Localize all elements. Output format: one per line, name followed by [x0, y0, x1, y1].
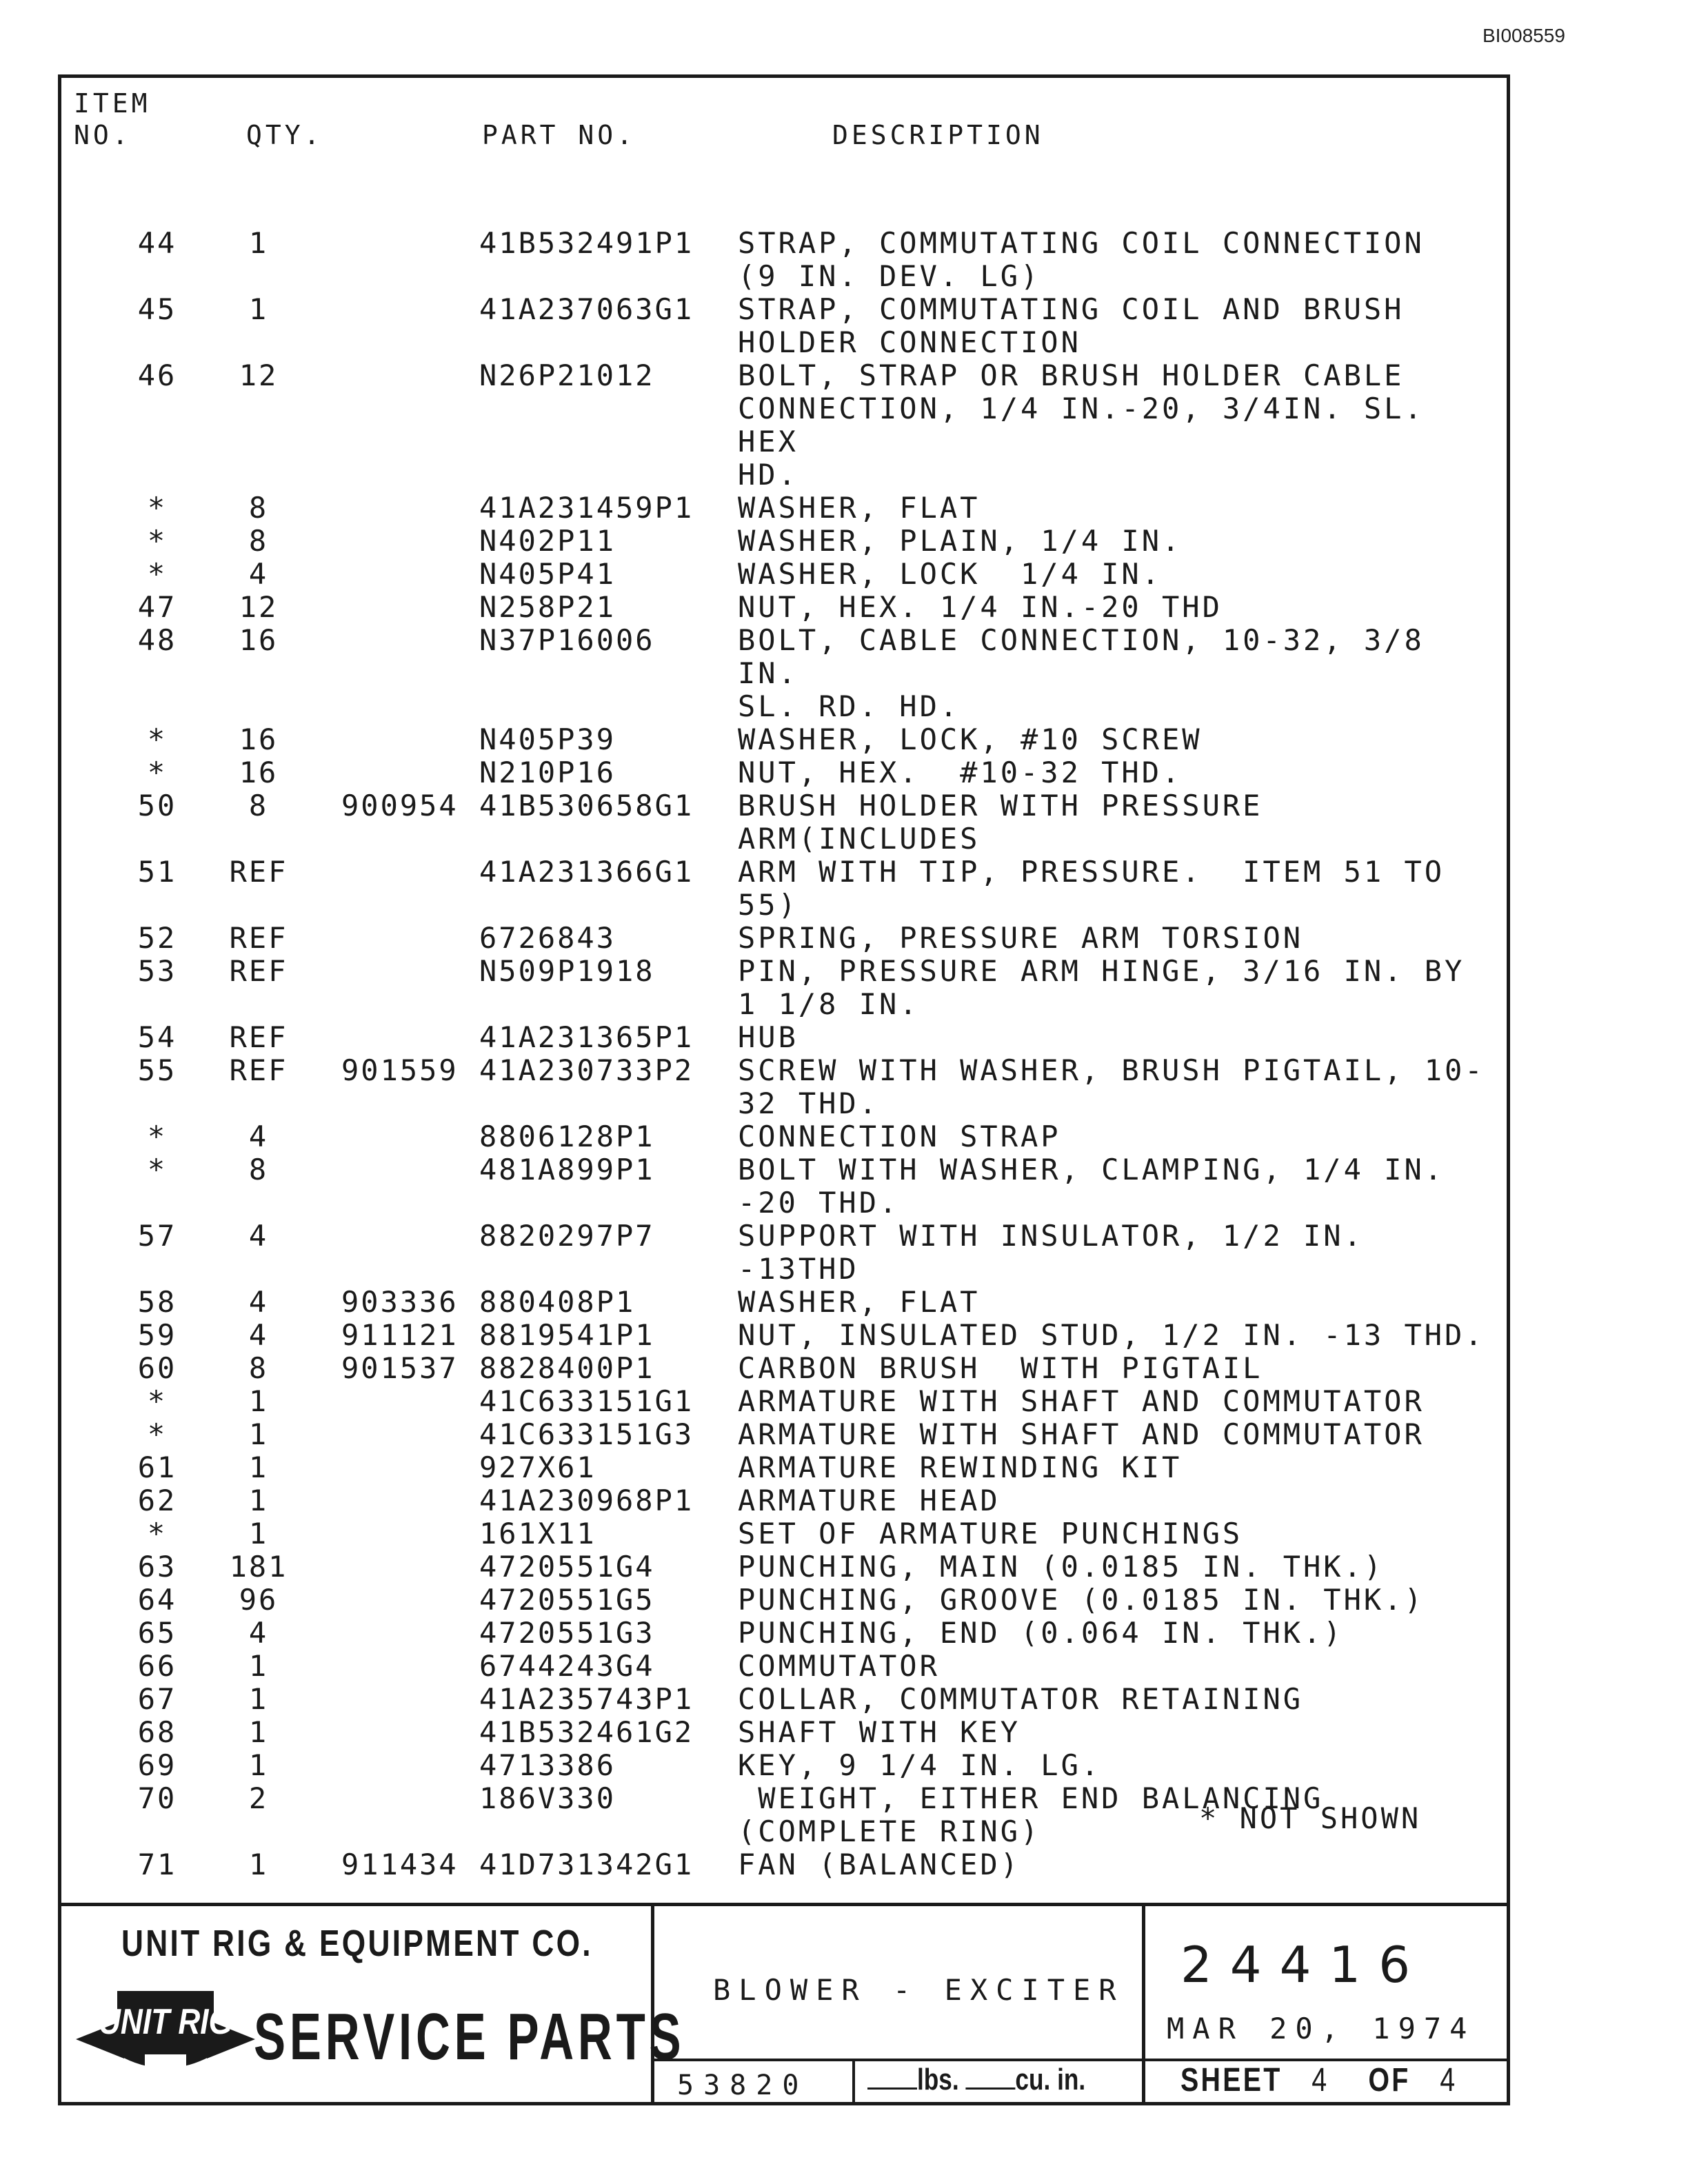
quantity: 96 — [239, 1583, 279, 1617]
quantity: 4 — [248, 1318, 269, 1352]
description: CONNECTION STRAP — [738, 1120, 1061, 1153]
description: KEY, 9 1/4 IN. LG. — [738, 1748, 1102, 1782]
quantity: REF — [229, 954, 288, 988]
table-row — [61, 227, 1507, 293]
drawing-date: MAR 20, 1974 — [1167, 2012, 1476, 2045]
table-row — [61, 1418, 1507, 1451]
part-number: N210P16 — [479, 756, 616, 789]
table-row — [61, 1617, 1507, 1650]
part-number: 4720551G4 — [479, 1550, 655, 1584]
of-label: OF — [1368, 2062, 1411, 2099]
table-row — [61, 558, 1507, 591]
description: WASHER, PLAIN, 1/4 IN. — [738, 524, 1183, 558]
item-number: 58 — [137, 1285, 177, 1319]
description: WASHER, LOCK 1/4 IN. — [738, 557, 1163, 591]
quantity: 1 — [248, 226, 269, 260]
table-row — [61, 1153, 1507, 1220]
item-number: 59 — [137, 1318, 177, 1352]
item-number: 48 — [137, 623, 177, 657]
part-number: 41B532491P1 — [479, 226, 694, 260]
table-row — [61, 955, 1507, 1021]
description: WEIGHT, EITHER END BALANCING (COMPLETE RING) — [738, 1781, 1324, 1848]
item-number: * — [147, 1417, 168, 1451]
quantity: 8 — [248, 1153, 269, 1186]
assembly-description: BLOWER - EXCITER — [713, 1973, 1125, 2007]
description: NUT, INSULATED STUD, 1/2 IN. -13 THD. — [738, 1318, 1485, 1352]
table-row — [61, 1220, 1507, 1286]
quantity: 16 — [239, 623, 279, 657]
quantity: 8 — [248, 491, 269, 525]
quantity: REF — [229, 1020, 288, 1054]
quantity: 8 — [248, 524, 269, 558]
description: NUT, HEX. 1/4 IN.-20 THD — [738, 590, 1223, 624]
item-number: 53 — [137, 954, 177, 988]
part-number: 8820297P7 — [479, 1219, 655, 1253]
description: PUNCHING, END (0.064 IN. THK.) — [738, 1616, 1344, 1650]
part-number: 41A237063G1 — [479, 292, 694, 326]
table-row — [61, 293, 1507, 359]
quantity: 1 — [248, 1748, 269, 1782]
description: PUNCHING, MAIN (0.0185 IN. THK.) — [738, 1550, 1385, 1584]
description: HUB — [738, 1020, 798, 1054]
item-number: 65 — [137, 1616, 177, 1650]
reference-number: 911434 — [341, 1848, 459, 1881]
description: CARBON BRUSH WITH PIGTAIL — [738, 1351, 1263, 1385]
description: STRAP, COMMUTATING COIL AND BRUSH HOLDER CONNECTION — [738, 292, 1405, 359]
description: SUPPORT WITH INSULATOR, 1/2 IN. -13THD — [738, 1219, 1385, 1286]
table-row — [61, 624, 1507, 723]
table-row — [61, 1352, 1507, 1385]
quantity: 12 — [239, 358, 279, 392]
part-number: 41A235743P1 — [479, 1682, 694, 1716]
part-number: 41A230968P1 — [479, 1484, 694, 1517]
description: BRUSH HOLDER WITH PRESSURE ARM(INCLUDES — [738, 789, 1283, 856]
quantity: 1 — [248, 292, 269, 326]
item-number: 68 — [137, 1715, 177, 1749]
item-number: 70 — [137, 1781, 177, 1815]
description: SCREW WITH WASHER, BRUSH PIGTAIL, 10- 32 THD. — [738, 1053, 1485, 1120]
description: COMMUTATOR — [738, 1649, 940, 1683]
reference-number: 903336 — [341, 1285, 459, 1319]
part-number: 41A230733P2 — [479, 1053, 694, 1087]
cuin-label: cu. in. — [1015, 2063, 1086, 2096]
item-number: 63 — [137, 1550, 177, 1584]
quantity: 16 — [239, 756, 279, 789]
item-number: * — [147, 1384, 168, 1418]
quantity: 181 — [229, 1550, 288, 1584]
table-row — [61, 1716, 1507, 1749]
description: ARMATURE REWINDING KIT — [738, 1450, 1183, 1484]
quantity: 1 — [248, 1417, 269, 1451]
quantity: 1 — [248, 1682, 269, 1716]
table-row — [61, 1484, 1507, 1517]
table-row — [61, 1054, 1507, 1120]
description: ARMATURE WITH SHAFT AND COMMUTATOR — [738, 1384, 1425, 1418]
item-number: * — [147, 722, 168, 756]
reference-number: 900954 — [341, 789, 459, 822]
table-row — [61, 591, 1507, 624]
table-row — [61, 525, 1507, 558]
reference-number: 911121 — [341, 1318, 459, 1352]
part-number: 41B532461G2 — [479, 1715, 694, 1749]
table-row — [61, 1021, 1507, 1054]
quantity: 4 — [248, 1219, 269, 1253]
quantity: 4 — [248, 1616, 269, 1650]
description: WASHER, FLAT — [738, 1285, 981, 1319]
description: ARMATURE WITH SHAFT AND COMMUTATOR — [738, 1417, 1425, 1451]
part-number: 481A899P1 — [479, 1153, 655, 1186]
item-number: 52 — [137, 921, 177, 955]
item-number: 47 — [137, 590, 177, 624]
quantity: REF — [229, 921, 288, 955]
company-name: UNIT RIG & EQUIPMENT CO. — [121, 1923, 593, 1964]
part-number: 41A231366G1 — [479, 855, 694, 889]
description: FAN (BALANCED) — [738, 1848, 1021, 1881]
sheet-total: 4 — [1440, 2062, 1458, 2099]
quantity: 8 — [248, 1351, 269, 1385]
quantity: 1 — [248, 1384, 269, 1418]
item-number: 62 — [137, 1484, 177, 1517]
item-number: 64 — [137, 1583, 177, 1617]
description: SPRING, PRESSURE ARM TORSION — [738, 921, 1304, 955]
table-row — [61, 1683, 1507, 1716]
quantity: 12 — [239, 590, 279, 624]
table-row — [61, 1749, 1507, 1782]
table-row — [61, 789, 1507, 856]
document-id: BI008559 — [1483, 25, 1565, 46]
table-row — [61, 1319, 1507, 1352]
table-row — [61, 359, 1507, 492]
quantity: 8 — [248, 789, 269, 822]
description: SET OF ARMATURE PUNCHINGS — [738, 1517, 1243, 1550]
description: COLLAR, COMMUTATOR RETAINING — [738, 1682, 1304, 1716]
quantity: 4 — [248, 557, 269, 591]
part-number: 6744243G4 — [479, 1649, 655, 1683]
table-row — [61, 1650, 1507, 1683]
item-number: 60 — [137, 1351, 177, 1385]
part-number: 41B530658G1 — [479, 789, 694, 822]
table-row — [61, 1550, 1507, 1584]
part-number: 41C633151G1 — [479, 1384, 694, 1418]
table-row — [61, 1286, 1507, 1319]
sheet-label: SHEET — [1180, 2062, 1283, 2099]
parts-table-body — [61, 227, 1507, 1881]
lbs-label: lbs. — [917, 2063, 959, 2096]
part-number: 41A231459P1 — [479, 491, 694, 525]
item-number: * — [147, 491, 168, 525]
description: BOLT WITH WASHER, CLAMPING, 1/4 IN. -20 THD. — [738, 1153, 1445, 1220]
header-qty: QTY. — [246, 120, 323, 150]
description: BOLT, STRAP OR BRUSH HOLDER CABLE CONNECTION, 1/4 IN.-20, 3/4IN. SL. HEX HD. — [738, 358, 1425, 492]
quantity: 1 — [248, 1715, 269, 1749]
description: PIN, PRESSURE ARM HINGE, 3/16 IN. BY 1 1/8 IN. — [738, 954, 1465, 1021]
service-parts-title: SERVICE PARTS — [254, 2000, 685, 2074]
header-item-no: ITEM NO. — [74, 88, 151, 150]
item-number: 51 — [137, 855, 177, 889]
item-number: 69 — [137, 1748, 177, 1782]
table-row — [61, 1584, 1507, 1617]
sheet-info — [1180, 2061, 1457, 2099]
description: ARM WITH TIP, PRESSURE. ITEM 51 TO 55) — [738, 855, 1465, 922]
part-number: 41A231365P1 — [479, 1020, 694, 1054]
table-row — [61, 1517, 1507, 1550]
item-number: 45 — [137, 292, 177, 326]
quantity: REF — [229, 855, 288, 889]
quantity: 1 — [248, 1484, 269, 1517]
reference-number: 901537 — [341, 1351, 459, 1385]
part-number: 927X61 — [479, 1450, 596, 1484]
item-number: * — [147, 557, 168, 591]
item-number: * — [147, 1153, 168, 1186]
description: STRAP, COMMUTATING COIL CONNECTION (9 IN. DEV. LG) — [738, 226, 1425, 293]
quantity: REF — [229, 1053, 288, 1087]
part-number: 186V330 — [479, 1781, 616, 1815]
table-row — [61, 723, 1507, 756]
description: SHAFT WITH KEY — [738, 1715, 1021, 1749]
logo-text: UNIT RIG — [99, 2001, 232, 2042]
part-number: 8828400P1 — [479, 1351, 655, 1385]
header-part-no: PART NO. — [482, 120, 636, 150]
part-number: 41C633151G3 — [479, 1417, 694, 1451]
part-number: N405P41 — [479, 557, 616, 591]
cuin-blank — [965, 2063, 1015, 2090]
part-number: 8806128P1 — [479, 1120, 655, 1153]
item-number: 55 — [137, 1053, 177, 1087]
table-row — [61, 856, 1507, 922]
description: WASHER, FLAT — [738, 491, 981, 525]
item-number: 57 — [137, 1219, 177, 1253]
table-row — [61, 1385, 1507, 1418]
part-number: 6726843 — [479, 921, 616, 955]
table-row — [61, 1848, 1507, 1881]
table-row — [61, 1451, 1507, 1484]
item-number: * — [147, 756, 168, 789]
part-number: 8819541P1 — [479, 1318, 655, 1352]
description: WASHER, LOCK, #10 SCREW — [738, 722, 1203, 756]
header-description: DESCRIPTION — [832, 120, 1044, 150]
quantity: 4 — [248, 1120, 269, 1153]
parts-list-frame — [58, 74, 1510, 2105]
weight-value: 53820 — [677, 2070, 809, 2101]
unit-rig-logo — [76, 1979, 255, 2089]
part-number: N402P11 — [479, 524, 616, 558]
table-row — [61, 1120, 1507, 1153]
quantity: 4 — [248, 1285, 269, 1319]
drawing-number: 24416 — [1180, 1936, 1429, 1994]
item-number: * — [147, 524, 168, 558]
item-number: * — [147, 1120, 168, 1153]
table-row — [61, 922, 1507, 955]
description: PUNCHING, GROOVE (0.0185 IN. THK.) — [738, 1583, 1425, 1617]
item-number: 44 — [137, 226, 177, 260]
part-number: N509P1918 — [479, 954, 655, 988]
part-number: 4713386 — [479, 1748, 616, 1782]
description: ARMATURE HEAD — [738, 1484, 1001, 1517]
description: NUT, HEX. #10-32 THD. — [738, 756, 1183, 789]
item-number: 46 — [137, 358, 177, 392]
quantity: 1 — [248, 1848, 269, 1881]
sheet-number: 4 — [1312, 2062, 1329, 2099]
item-number: 50 — [137, 789, 177, 822]
quantity: 1 — [248, 1450, 269, 1484]
description: BOLT, CABLE CONNECTION, 10-32, 3/8 IN. SL. RD. HD. — [738, 623, 1425, 723]
part-number: N258P21 — [479, 590, 616, 624]
item-number: 66 — [137, 1649, 177, 1683]
lbs-cuin-field — [867, 2063, 1085, 2097]
reference-number: 901559 — [341, 1053, 459, 1087]
quantity: 16 — [239, 722, 279, 756]
lbs-blank — [867, 2063, 917, 2090]
table-row — [61, 492, 1507, 525]
title-block-divider-3 — [852, 2059, 855, 2105]
part-number: 4720551G3 — [479, 1616, 655, 1650]
part-number: N26P21012 — [479, 358, 655, 392]
item-number: 54 — [137, 1020, 177, 1054]
item-number: * — [147, 1517, 168, 1550]
part-number: 4720551G5 — [479, 1583, 655, 1617]
part-number: 161X11 — [479, 1517, 596, 1550]
title-block-top-rule — [58, 1903, 1510, 1906]
table-row — [61, 756, 1507, 789]
item-number: 61 — [137, 1450, 177, 1484]
part-number: N37P16006 — [479, 623, 655, 657]
item-number: 71 — [137, 1848, 177, 1881]
quantity: 1 — [248, 1649, 269, 1683]
not-shown-note: * NOT SHOWN — [1199, 1801, 1422, 1835]
quantity: 1 — [248, 1517, 269, 1550]
part-number: 41D731342G1 — [479, 1848, 694, 1881]
part-number: 880408P1 — [479, 1285, 636, 1319]
item-number: 67 — [137, 1682, 177, 1716]
part-number: N405P39 — [479, 722, 616, 756]
quantity: 2 — [248, 1781, 269, 1815]
title-block-divider-2 — [1142, 1903, 1145, 2105]
